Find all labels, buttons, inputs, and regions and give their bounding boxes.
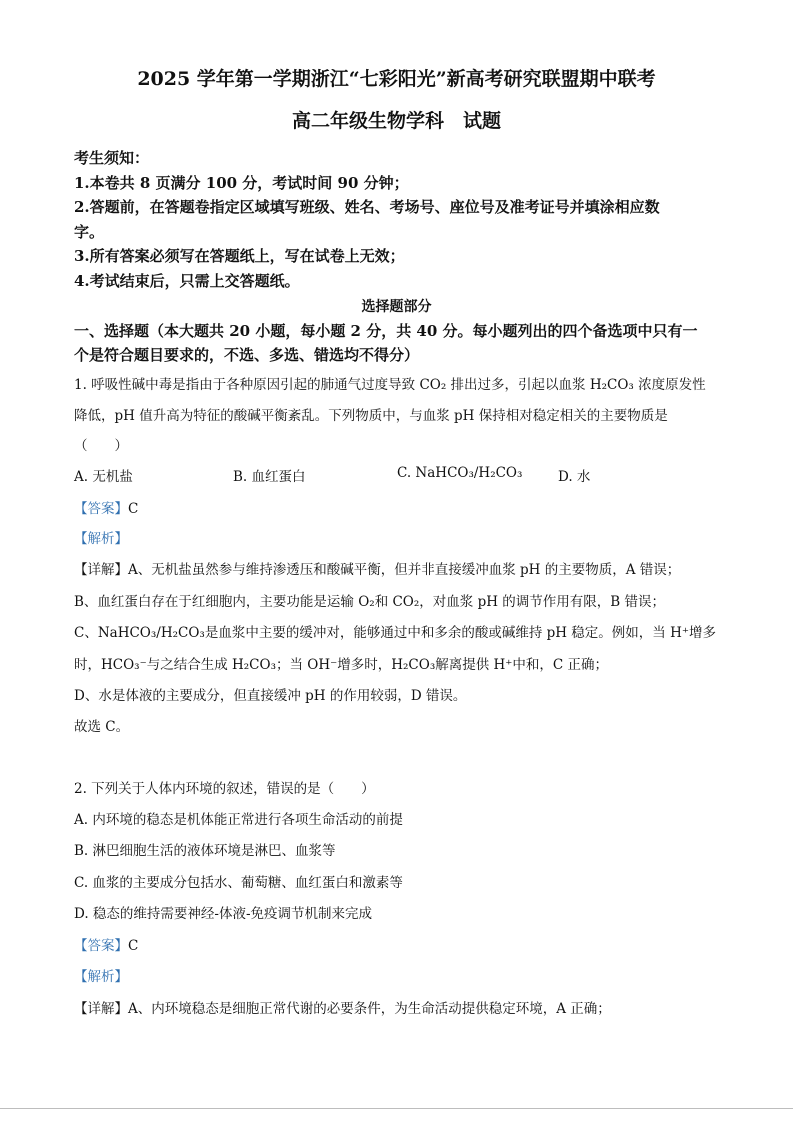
notice-heading: 考生须知： [74, 149, 150, 167]
section-intro: 一、选择题（本大题共 20 小题，每小题 2 分，共 40 分。每小题列出的四个备选项中只有一 [74, 322, 698, 340]
q2-answer [74, 934, 138, 954]
q1-option-a: A. 无机盐 [74, 469, 133, 485]
q2-analysis-tag: 【解析】 [74, 969, 128, 985]
detail-text: A、内环境稳态是细胞正常代谢的必要条件，为生命活动提供稳定环境，A 正确； [128, 1001, 611, 1017]
section-intro: 个是符合题目要求的，不选、多选、错选均不得分） [74, 346, 420, 364]
q1-stem: （ ） [74, 438, 128, 454]
q2-option-c: C. 血浆的主要成分包括水、葡萄糖、血红蛋白和激素等 [74, 875, 403, 891]
notice-item: 2.答题前，在答题卷指定区域填写班级、姓名、考场号、座位号及准考证号并填涂相应数 [74, 198, 660, 216]
q2-option-b: B. 淋巴细胞生活的液体环境是淋巴、血浆等 [74, 843, 336, 859]
page-bottom-divider [0, 1108, 793, 1109]
q1-stem: 降低，pH 值升高为特征的酸碱平衡紊乱。下列物质中，与血浆 pH 保持相对稳定相关的主要物质是 [74, 408, 668, 424]
q1-option-d: D. 水 [558, 469, 591, 485]
q1-option-c: C. NaHCO₃/H₂CO₃ [397, 465, 523, 481]
q1-answer [74, 497, 138, 517]
answer-tag: 【答案】 [74, 938, 128, 954]
q1-detail: C、NaHCO₃/H₂CO₃是血浆中主要的缓冲对，能够通过中和多余的酸或碱维持 pH 稳定。例如，当 H⁺增多 [74, 625, 717, 641]
section-title: 选择题部分 [361, 299, 432, 315]
answer-value: C [128, 501, 139, 517]
notice-item: 字。 [74, 223, 105, 241]
answer-value: C [128, 938, 139, 954]
exam-title: 2025 学年第一学期浙江“七彩阳光”新高考研究联盟期中联考 [137, 68, 656, 90]
exam-subtitle: 高二年级生物学科 试题 [291, 110, 501, 132]
q1-option-b: B. 血红蛋白 [233, 469, 306, 485]
q1-detail: B、血红蛋白存在于红细胞内，主要功能是运输 O₂和 CO₂，对血浆 pH 的调节作用有限，B 错误； [74, 594, 665, 610]
q1-detail [74, 558, 680, 578]
q2-detail [74, 997, 611, 1017]
q2-option-d: D. 稳态的维持需要神经-体液-免疫调节机制来完成 [74, 906, 373, 922]
q1-stem: 1. 呼吸性碱中毒是指由于各种原因引起的肺通气过度导致 CO₂ 排出过多，引起以血浆 H₂CO₃ 浓度原发性 [74, 377, 706, 393]
detail-text: A、无机盐虽然参与维持渗透压和酸碱平衡，但并非直接缓冲血浆 pH 的主要物质，A 错误； [128, 562, 681, 578]
q1-detail: D、水是体液的主要成分，但直接缓冲 pH 的作用较弱，D 错误。 [74, 688, 467, 704]
notice-item: 3.所有答案必须写在答题纸上，写在试卷上无效； [74, 247, 405, 265]
detail-tag: 【详解】 [74, 1001, 128, 1017]
notice-item: 1.本卷共 8 页满分 100 分，考试时间 90 分钟； [74, 174, 409, 192]
notice-item: 4.考试结束后，只需上交答题纸。 [74, 272, 300, 290]
q1-conclusion: 故选 C。 [74, 719, 130, 735]
detail-tag: 【详解】 [74, 562, 128, 578]
answer-tag: 【答案】 [74, 501, 128, 517]
q1-analysis-tag: 【解析】 [74, 531, 128, 547]
q2-stem: 2. 下列关于人体内环境的叙述，错误的是（ ） [74, 781, 375, 797]
q2-option-a: A. 内环境的稳态是机体能正常进行各项生命活动的前提 [74, 812, 403, 828]
q1-detail: 时，HCO₃⁻与之结合生成 H₂CO₃；当 OH⁻增多时，H₂CO₃解离提供 H⁺中和，C 正确； [74, 657, 609, 673]
